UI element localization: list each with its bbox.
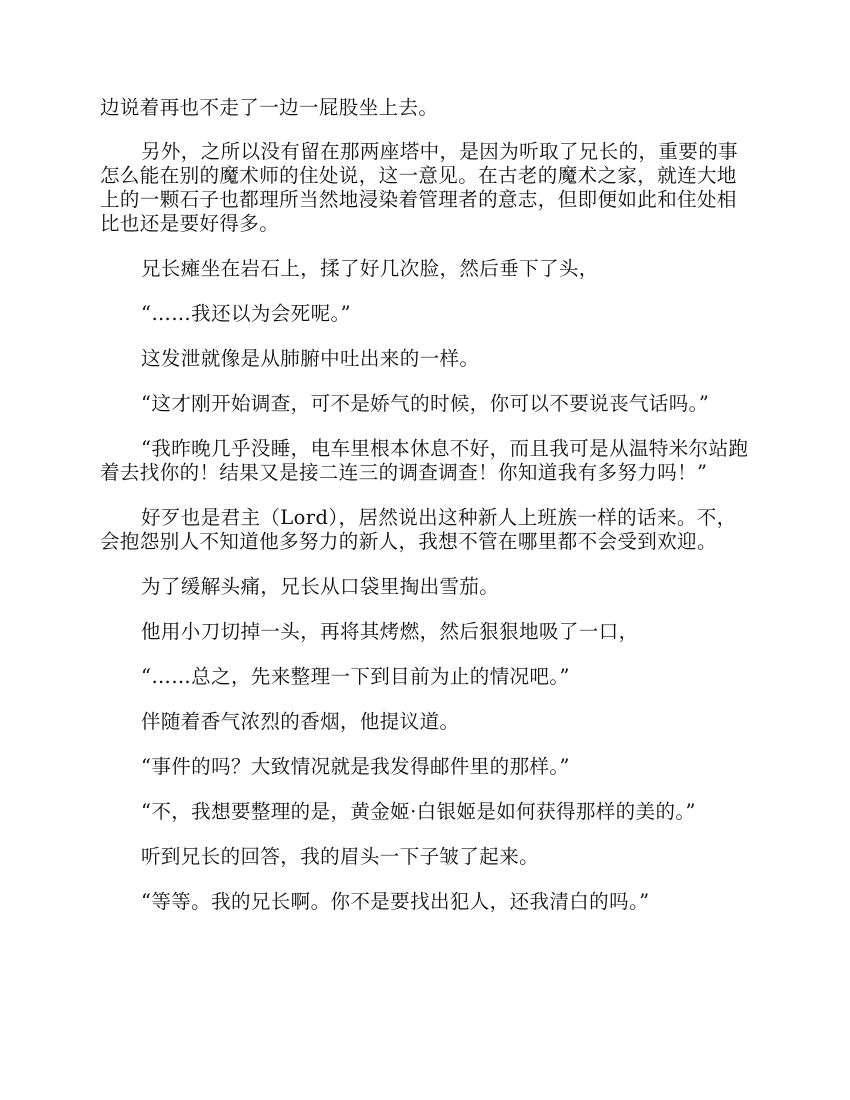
paragraph: “事件的吗？大致情况就是我发得邮件里的那样。” — [141, 755, 570, 778]
paragraph: 他用小刀切掉一头，再将其烤燃，然后狠狠地吸了一口， — [141, 620, 639, 643]
paragraph: 伴随着香气浓烈的香烟，他提议道。 — [141, 710, 460, 733]
paragraph: “这才刚开始调查，可不是娇气的时候，你可以不要说丧气话吗。” — [141, 392, 710, 415]
paragraph: “等等。我的兄长啊。你不是要找出犯人，还我清白的吗。” — [141, 890, 650, 913]
document-page — [100, 96, 750, 935]
paragraph: 为了缓解头痛，兄长从口袋里掏出雪茄。 — [141, 575, 500, 598]
paragraph: 另外，之所以没有留在那两座塔中，是因为听取了兄长的，重要的事怎么能在别的魔术师的住处说，这一意见。在古老的魔术之家，就连大地上的一颗石子也都理所当然地浸染着管理者的意志，但即便如此和住处相比也还是要好得多。 — [100, 140, 739, 235]
paragraph: 边说着再也不走了一边一屁股坐上去。 — [100, 96, 439, 119]
paragraph: “我昨晚几乎没睡，电车里根本休息不好，而且我可是从温特米尔站跑着去找你的！结果又是接二连三的调查调查！你知道我有多努力吗！” — [100, 437, 749, 484]
paragraph: 听到兄长的回答，我的眉头一下子皱了起来。 — [141, 845, 540, 868]
paragraph: “……我还以为会死呢。” — [141, 302, 351, 325]
paragraph: 好歹也是君主（Lord），居然说出这种新人上班族一样的话来。不，会抱怨别人不知道他多努力的新人，我想不管在哪里都不会受到欢迎。 — [100, 506, 737, 553]
paragraph: 这发泄就像是从肺腑中吐出来的一样。 — [141, 347, 480, 370]
paragraph: 兄长瘫坐在岩石上，揉了好几次脸，然后垂下了头， — [141, 257, 599, 280]
paragraph: “不，我想要整理的是，黄金姬·白银姬是如何获得那样的美的。” — [141, 800, 696, 823]
paragraph: “……总之，先来整理一下到目前为止的情况吧。” — [141, 665, 570, 688]
